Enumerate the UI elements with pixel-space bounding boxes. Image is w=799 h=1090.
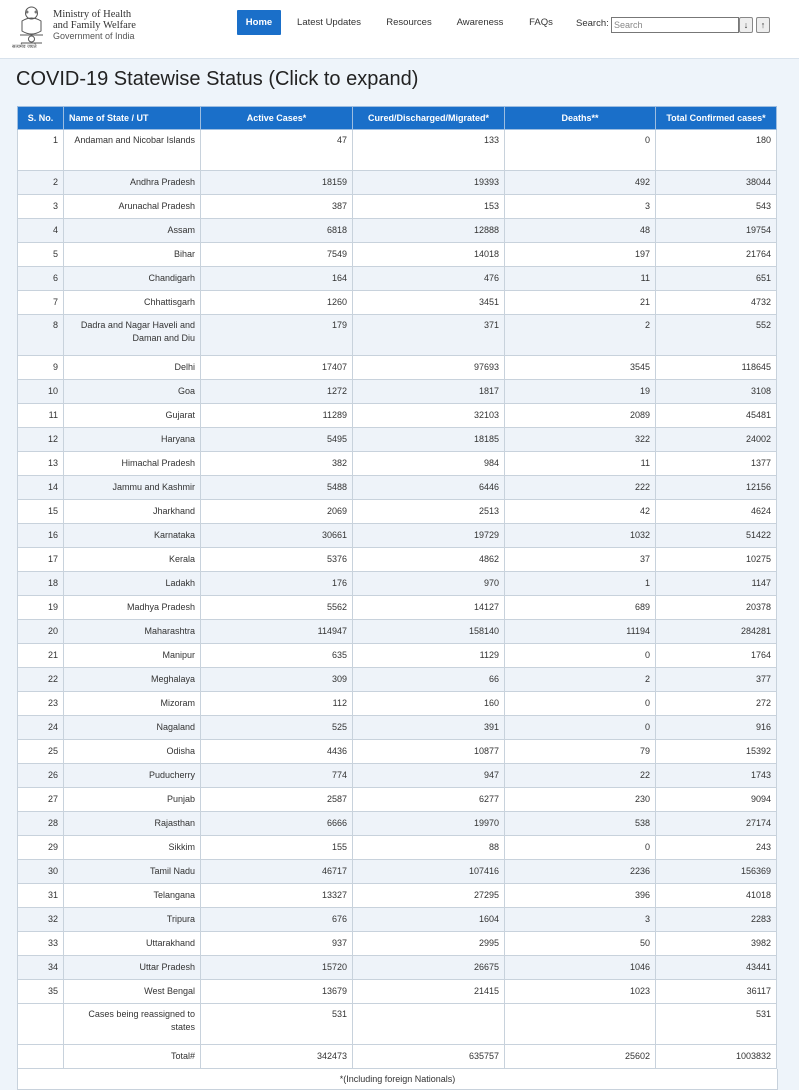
- cell-total: 20378: [656, 596, 777, 620]
- cell-sno: 5: [18, 243, 64, 267]
- cell-total: 1003832: [656, 1045, 777, 1069]
- cell-sno: 12: [18, 428, 64, 452]
- cell-deaths: 538: [505, 812, 656, 836]
- cell-total: 1764: [656, 644, 777, 668]
- cell-state: Andaman and Nicobar Islands: [64, 130, 201, 171]
- cell-deaths: 197: [505, 243, 656, 267]
- cell-sno: 30: [18, 860, 64, 884]
- cell-total: 4732: [656, 291, 777, 315]
- cell-total: 27174: [656, 812, 777, 836]
- cell-active: 2069: [201, 500, 353, 524]
- table-row[interactable]: [18, 291, 777, 315]
- cell-state: Meghalaya: [64, 668, 201, 692]
- cell-total: 543: [656, 195, 777, 219]
- col-header-state[interactable]: Name of State / UT: [64, 107, 201, 130]
- cell-active: 1272: [201, 380, 353, 404]
- cell-state: Delhi: [64, 356, 201, 380]
- cell-total: 118645: [656, 356, 777, 380]
- cell-deaths: 2089: [505, 404, 656, 428]
- cell-state: Tripura: [64, 908, 201, 932]
- cell-state: Manipur: [64, 644, 201, 668]
- cell-active: 309: [201, 668, 353, 692]
- cell-sno: [18, 1004, 64, 1045]
- cell-state: Haryana: [64, 428, 201, 452]
- cell-active: 114947: [201, 620, 353, 644]
- cell-sno: 24: [18, 716, 64, 740]
- table-row[interactable]: [18, 620, 777, 644]
- brand-line-2: and Family Welfare: [53, 20, 136, 31]
- cell-state: Himachal Pradesh: [64, 452, 201, 476]
- cell-cured: 1817: [353, 380, 505, 404]
- cell-deaths: 0: [505, 836, 656, 860]
- cell-sno: 23: [18, 692, 64, 716]
- cell-cured: 970: [353, 572, 505, 596]
- cell-active: 525: [201, 716, 353, 740]
- table-row[interactable]: [18, 884, 777, 908]
- cell-total: 15392: [656, 740, 777, 764]
- cell-deaths: 396: [505, 884, 656, 908]
- cell-state: Ladakh: [64, 572, 201, 596]
- cell-cured: 371: [353, 315, 505, 356]
- cell-sno: 16: [18, 524, 64, 548]
- cell-cured: 6446: [353, 476, 505, 500]
- table-row[interactable]: [18, 668, 777, 692]
- cell-deaths: 11: [505, 267, 656, 291]
- cell-sno: 26: [18, 764, 64, 788]
- cell-active: 4436: [201, 740, 353, 764]
- cell-sno: 10: [18, 380, 64, 404]
- cell-total: 45481: [656, 404, 777, 428]
- cell-deaths: 2236: [505, 860, 656, 884]
- table-row[interactable]: [18, 932, 777, 956]
- nav-awareness[interactable]: Awareness: [456, 17, 504, 28]
- ministry-brand[interactable]: [53, 9, 136, 42]
- cell-sno: 8: [18, 315, 64, 356]
- table-row[interactable]: [18, 452, 777, 476]
- cell-total: 12156: [656, 476, 777, 500]
- cell-state: Bihar: [64, 243, 201, 267]
- cell-sno: 25: [18, 740, 64, 764]
- table-row[interactable]: [18, 644, 777, 668]
- cell-cured: 27295: [353, 884, 505, 908]
- table-row[interactable]: [18, 243, 777, 267]
- cell-total: 272: [656, 692, 777, 716]
- cell-sno: 4: [18, 219, 64, 243]
- cell-total: 9094: [656, 788, 777, 812]
- cell-state: Mizoram: [64, 692, 201, 716]
- cell-total: 651: [656, 267, 777, 291]
- cell-sno: 9: [18, 356, 64, 380]
- cell-active: 155: [201, 836, 353, 860]
- table-row[interactable]: [18, 572, 777, 596]
- cell-deaths: 0: [505, 716, 656, 740]
- cell-total: 916: [656, 716, 777, 740]
- cell-deaths: 42: [505, 500, 656, 524]
- cell-deaths: 1046: [505, 956, 656, 980]
- table-row[interactable]: [18, 764, 777, 788]
- col-header-total[interactable]: Total Confirmed cases*: [656, 107, 777, 130]
- cell-deaths: 322: [505, 428, 656, 452]
- cell-sno: 29: [18, 836, 64, 860]
- cell-sno: 28: [18, 812, 64, 836]
- cell-cured: 21415: [353, 980, 505, 1004]
- cell-active: 13327: [201, 884, 353, 908]
- cell-active: 179: [201, 315, 353, 356]
- nav-faqs[interactable]: FAQs: [529, 17, 553, 28]
- cell-deaths: 222: [505, 476, 656, 500]
- cell-deaths: 2: [505, 315, 656, 356]
- cell-state: Jharkhand: [64, 500, 201, 524]
- cell-deaths: 25602: [505, 1045, 656, 1069]
- cell-sno: 13: [18, 452, 64, 476]
- table-row[interactable]: [18, 788, 777, 812]
- cell-cured: 26675: [353, 956, 505, 980]
- cell-sno: 19: [18, 596, 64, 620]
- cell-cured: 88: [353, 836, 505, 860]
- cell-cured: 160: [353, 692, 505, 716]
- cell-total: 1147: [656, 572, 777, 596]
- table-row[interactable]: [18, 524, 777, 548]
- cell-sno: 21: [18, 644, 64, 668]
- cell-state: West Bengal: [64, 980, 201, 1004]
- table-footnote: *(Including foreign Nationals): [17, 1069, 778, 1090]
- cell-active: 30661: [201, 524, 353, 548]
- cell-total: 552: [656, 315, 777, 356]
- cell-state: Nagaland: [64, 716, 201, 740]
- cell-total: 3108: [656, 380, 777, 404]
- cell-sno: 17: [18, 548, 64, 572]
- cell-state: Uttarakhand: [64, 932, 201, 956]
- cell-deaths: 0: [505, 130, 656, 171]
- text-size-increase-button[interactable]: ↑: [756, 17, 770, 33]
- cell-cured: 66: [353, 668, 505, 692]
- cell-active: 2587: [201, 788, 353, 812]
- cell-active: 11289: [201, 404, 353, 428]
- table-row[interactable]: [18, 692, 777, 716]
- table-row[interactable]: [18, 267, 777, 291]
- cell-deaths: 1023: [505, 980, 656, 1004]
- cell-cured: 133: [353, 130, 505, 171]
- cell-active: 5376: [201, 548, 353, 572]
- cell-cured: 10877: [353, 740, 505, 764]
- cell-active: 774: [201, 764, 353, 788]
- cell-deaths: 2: [505, 668, 656, 692]
- cell-total: 4624: [656, 500, 777, 524]
- col-header-sno[interactable]: S. No.: [18, 107, 64, 130]
- col-header-active[interactable]: Active Cases*: [201, 107, 353, 130]
- cell-total: 284281: [656, 620, 777, 644]
- cell-sno: 2: [18, 171, 64, 195]
- statewise-table-container: [17, 106, 778, 1090]
- cell-active: 176: [201, 572, 353, 596]
- cell-cured: 18185: [353, 428, 505, 452]
- cell-active: 17407: [201, 356, 353, 380]
- cell-state: Uttar Pradesh: [64, 956, 201, 980]
- reassigned-row: [18, 1004, 777, 1045]
- search-input[interactable]: [611, 17, 739, 33]
- cell-sno: 7: [18, 291, 64, 315]
- cell-sno: 6: [18, 267, 64, 291]
- cell-deaths: 3545: [505, 356, 656, 380]
- cell-total: 377: [656, 668, 777, 692]
- cell-sno: 11: [18, 404, 64, 428]
- cell-deaths: 19: [505, 380, 656, 404]
- cell-state: Telangana: [64, 884, 201, 908]
- cell-deaths: 1032: [505, 524, 656, 548]
- cell-active: 164: [201, 267, 353, 291]
- cell-state: Karnataka: [64, 524, 201, 548]
- cell-state: Maharashtra: [64, 620, 201, 644]
- text-size-decrease-button[interactable]: ↓: [739, 17, 753, 33]
- cell-cured: 107416: [353, 860, 505, 884]
- cell-state: Kerala: [64, 548, 201, 572]
- col-header-deaths[interactable]: Deaths**: [505, 107, 656, 130]
- cell-active: 46717: [201, 860, 353, 884]
- cell-active: 47: [201, 130, 353, 171]
- cell-state: Puducherry: [64, 764, 201, 788]
- cell-cured: 97693: [353, 356, 505, 380]
- emblem-motto: सत्यमेव जयते: [12, 44, 37, 50]
- table-row[interactable]: [18, 500, 777, 524]
- cell-state: Arunachal Pradesh: [64, 195, 201, 219]
- cell-state: Odisha: [64, 740, 201, 764]
- cell-deaths: 11: [505, 452, 656, 476]
- cell-active: 387: [201, 195, 353, 219]
- cell-active: 937: [201, 932, 353, 956]
- table-row[interactable]: [18, 195, 777, 219]
- cell-total: 10275: [656, 548, 777, 572]
- cell-cured: 19393: [353, 171, 505, 195]
- cell-deaths: 48: [505, 219, 656, 243]
- cell-cured: 14127: [353, 596, 505, 620]
- cell-state: Dadra and Nagar Haveli and Daman and Diu: [64, 315, 201, 356]
- cell-state: Sikkim: [64, 836, 201, 860]
- cell-sno: 20: [18, 620, 64, 644]
- table-row[interactable]: [18, 716, 777, 740]
- cell-deaths: 0: [505, 692, 656, 716]
- cell-total: 3982: [656, 932, 777, 956]
- cell-cured: 391: [353, 716, 505, 740]
- cell-deaths: 689: [505, 596, 656, 620]
- cell-cured: 14018: [353, 243, 505, 267]
- cell-active: 382: [201, 452, 353, 476]
- cell-cured: 984: [353, 452, 505, 476]
- cell-cured: 4862: [353, 548, 505, 572]
- cell-total: 36117: [656, 980, 777, 1004]
- cell-total: 1743: [656, 764, 777, 788]
- total-row: [18, 1045, 777, 1069]
- cell-deaths: [505, 1004, 656, 1045]
- cell-total: 180: [656, 130, 777, 171]
- statewise-table: [17, 106, 777, 1069]
- cell-cured: 2513: [353, 500, 505, 524]
- cell-total: 24002: [656, 428, 777, 452]
- cell-state: Goa: [64, 380, 201, 404]
- table-row[interactable]: [18, 356, 777, 380]
- cell-active: 13679: [201, 980, 353, 1004]
- table-row[interactable]: [18, 219, 777, 243]
- cell-deaths: 230: [505, 788, 656, 812]
- cell-total: 19754: [656, 219, 777, 243]
- table-row[interactable]: [18, 980, 777, 1004]
- col-header-cured[interactable]: Cured/Discharged/Migrated*: [353, 107, 505, 130]
- cell-active: 112: [201, 692, 353, 716]
- cell-active: 6666: [201, 812, 353, 836]
- table-row[interactable]: [18, 380, 777, 404]
- cell-active: 342473: [201, 1045, 353, 1069]
- cell-cured: 1604: [353, 908, 505, 932]
- table-row[interactable]: [18, 428, 777, 452]
- table-row[interactable]: [18, 476, 777, 500]
- cell-deaths: 22: [505, 764, 656, 788]
- cell-deaths: 37: [505, 548, 656, 572]
- nav-latest-updates[interactable]: Latest Updates: [297, 17, 361, 28]
- cell-deaths: 1: [505, 572, 656, 596]
- cell-sno: 33: [18, 932, 64, 956]
- cell-sno: 18: [18, 572, 64, 596]
- cell-total: 1377: [656, 452, 777, 476]
- cell-deaths: 79: [505, 740, 656, 764]
- cell-total: 38044: [656, 171, 777, 195]
- table-row[interactable]: [18, 596, 777, 620]
- cell-state: Rajasthan: [64, 812, 201, 836]
- cell-deaths: 0: [505, 644, 656, 668]
- cell-state: Chhattisgarh: [64, 291, 201, 315]
- nav-resources[interactable]: Resources: [386, 17, 432, 28]
- cell-sno: 15: [18, 500, 64, 524]
- page-title[interactable]: COVID-19 Statewise Status (Click to expand): [16, 68, 419, 90]
- cell-state: Gujarat: [64, 404, 201, 428]
- cell-cured: [353, 1004, 505, 1045]
- cell-cured: 1129: [353, 644, 505, 668]
- cell-cured: 635757: [353, 1045, 505, 1069]
- cell-sno: 35: [18, 980, 64, 1004]
- cell-deaths: 50: [505, 932, 656, 956]
- cell-active: 6818: [201, 219, 353, 243]
- cell-deaths: 492: [505, 171, 656, 195]
- cell-active: 7549: [201, 243, 353, 267]
- table-row[interactable]: [18, 836, 777, 860]
- brand-line-1: Ministry of Health: [53, 9, 132, 20]
- cell-sno: 22: [18, 668, 64, 692]
- cell-deaths: 3: [505, 195, 656, 219]
- cell-active: 5488: [201, 476, 353, 500]
- cell-state: Assam: [64, 219, 201, 243]
- cell-active: 15720: [201, 956, 353, 980]
- cell-total: 41018: [656, 884, 777, 908]
- search-label: Search:: [576, 18, 609, 29]
- cell-sno: 14: [18, 476, 64, 500]
- cell-deaths: 3: [505, 908, 656, 932]
- cell-state: Tamil Nadu: [64, 860, 201, 884]
- cell-total: 531: [656, 1004, 777, 1045]
- cell-active: 5562: [201, 596, 353, 620]
- table-row[interactable]: [18, 740, 777, 764]
- cell-active: 635: [201, 644, 353, 668]
- table-body: [18, 130, 777, 1069]
- cell-cured: 3451: [353, 291, 505, 315]
- brand-line-3: Government of India: [53, 31, 135, 41]
- cell-state: Andhra Pradesh: [64, 171, 201, 195]
- table-row[interactable]: [18, 171, 777, 195]
- cell-sno: 31: [18, 884, 64, 908]
- table-row[interactable]: [18, 130, 777, 171]
- cell-cured: 947: [353, 764, 505, 788]
- cell-state: Total#: [64, 1045, 201, 1069]
- cell-state: Madhya Pradesh: [64, 596, 201, 620]
- cell-active: 5495: [201, 428, 353, 452]
- cell-cured: 158140: [353, 620, 505, 644]
- cell-sno: 1: [18, 130, 64, 171]
- cell-state: Cases being reassigned to states: [64, 1004, 201, 1045]
- cell-total: 43441: [656, 956, 777, 980]
- table-row[interactable]: [18, 908, 777, 932]
- cell-sno: 3: [18, 195, 64, 219]
- cell-deaths: 21: [505, 291, 656, 315]
- cell-active: 531: [201, 1004, 353, 1045]
- cell-state: Jammu and Kashmir: [64, 476, 201, 500]
- nav-home[interactable]: Home: [237, 10, 281, 35]
- cell-sno: [18, 1045, 64, 1069]
- cell-active: 676: [201, 908, 353, 932]
- cell-total: 243: [656, 836, 777, 860]
- table-row[interactable]: [18, 956, 777, 980]
- table-row[interactable]: [18, 548, 777, 572]
- cell-active: 18159: [201, 171, 353, 195]
- cell-sno: 34: [18, 956, 64, 980]
- cell-cured: 12888: [353, 219, 505, 243]
- cell-sno: 32: [18, 908, 64, 932]
- cell-state: Chandigarh: [64, 267, 201, 291]
- cell-sno: 27: [18, 788, 64, 812]
- cell-cured: 19970: [353, 812, 505, 836]
- table-row[interactable]: [18, 404, 777, 428]
- cell-total: 156369: [656, 860, 777, 884]
- cell-state: Punjab: [64, 788, 201, 812]
- cell-cured: 2995: [353, 932, 505, 956]
- cell-cured: 153: [353, 195, 505, 219]
- table-header-row: [18, 107, 777, 130]
- cell-total: 21764: [656, 243, 777, 267]
- table-row[interactable]: [18, 860, 777, 884]
- cell-total: 2283: [656, 908, 777, 932]
- site-header: [0, 0, 799, 59]
- cell-cured: 19729: [353, 524, 505, 548]
- cell-cured: 6277: [353, 788, 505, 812]
- cell-cured: 32103: [353, 404, 505, 428]
- cell-total: 51422: [656, 524, 777, 548]
- cell-cured: 476: [353, 267, 505, 291]
- table-row[interactable]: [18, 812, 777, 836]
- cell-active: 1260: [201, 291, 353, 315]
- table-row[interactable]: [18, 315, 777, 356]
- cell-deaths: 11194: [505, 620, 656, 644]
